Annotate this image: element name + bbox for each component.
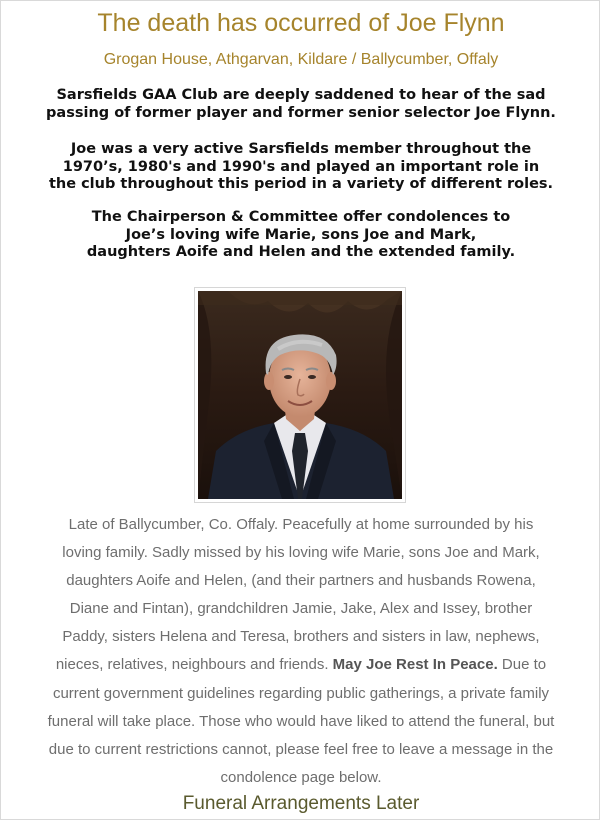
notice-line: daughters Aoife and Helen and the extended family. [86,244,516,260]
funeral-arrangements-footer: Funeral Arrangements Later [182,793,420,814]
notice-line: 1970’s, 1980's and 1990's and played an important role in [62,158,540,175]
obituary-line: current government guidelines regarding public gatherings, a private family [52,684,550,702]
notice-line: The Chairperson & Committee offer condolences to [91,209,511,225]
obituary-line: funeral will take place. Those who would have liked to attend the funeral, but [47,712,555,730]
club-notice-paragraph-3 [21,209,581,262]
address-subtitle: Grogan House, Athgarvan, Kildare / Ballycumber, Offaly [103,51,499,68]
obituary-line [9,651,593,679]
portrait-photo [198,291,402,499]
notice-line: Joe’s loving wife Marie, sons Joe and Mark, [125,226,477,243]
portrait-photo-icon [198,291,402,499]
obituary-text [9,511,593,792]
page-title: The death has occurred of Joe Flynn [97,9,505,37]
obituary-line: Late of Ballycumber, Co. Offaly. Peacefully at home surrounded by his [68,516,534,533]
obituary-line: daughters Aoife and Helen, (and their partners and husbands Rowena, [66,572,536,590]
rest-in-peace-text: May Joe Rest In Peace. [332,656,498,674]
club-notice-paragraph-1 [21,87,581,122]
obituary-line: due to current restrictions cannot, please feel free to leave a message in the [48,740,554,758]
obituary-line: Paddy, sisters Helena and Teresa, brothers and sisters in law, nephews, [62,628,540,646]
obituary-line: Diane and Fintan), grandchildren Jamie, Jake, Alex and Issey, brother [69,600,533,618]
club-notice-paragraph-2 [21,141,581,194]
portrait-frame [194,287,406,503]
obituary-line-part: Due to [497,656,547,674]
notice-line: passing of former player and former senior selector Joe Flynn. [46,104,556,121]
obituary-line: loving family. Sadly missed by his loving wife Marie, sons Joe and Mark, [62,544,540,562]
notice-line: the club throughout this period in a variety of different roles. [48,176,554,192]
notice-line: Sarsfields GAA Club are deeply saddened to hear of the sad [56,87,546,103]
obituary-line-part: nieces, relatives, neighbours and friends. [55,656,333,674]
obituary-line: condolence page below. [220,768,382,786]
notice-line: Joe was a very active Sarsfields member throughout the [70,141,532,157]
